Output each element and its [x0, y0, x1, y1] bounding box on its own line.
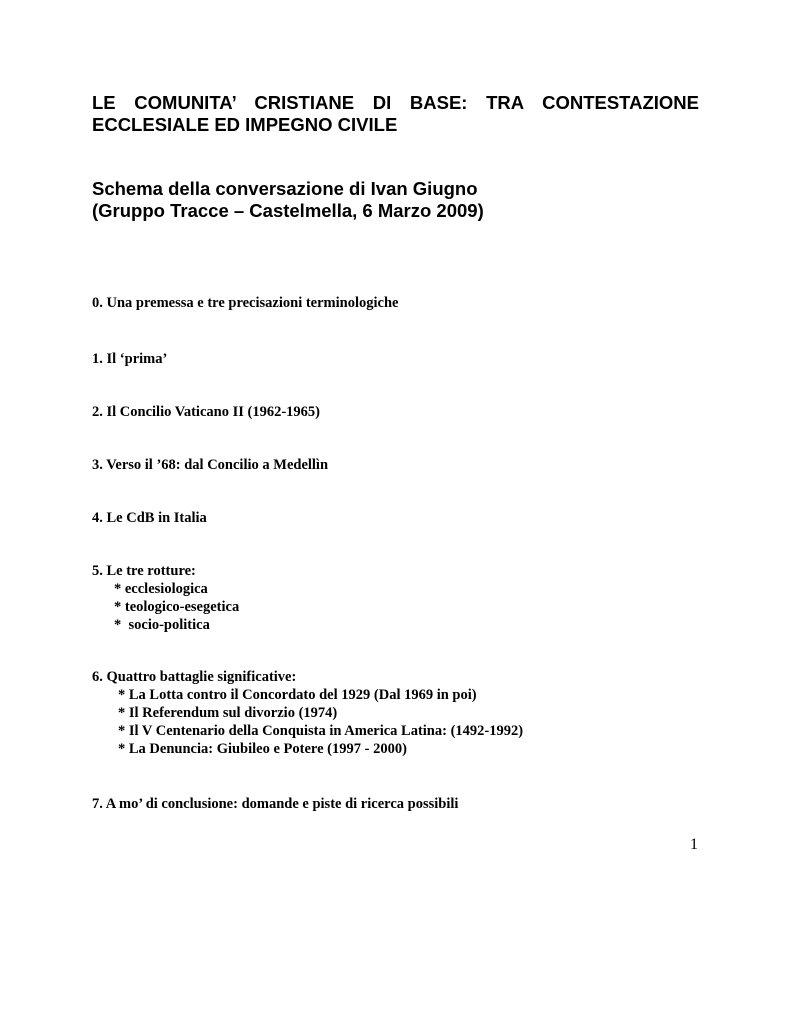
section-6-item: * Il Referendum sul divorzio (1974): [118, 705, 338, 721]
subtitle-line-1: Schema della conversazione di Ivan Giugno: [92, 178, 478, 199]
title-line-2: ECCLESIALE ED IMPEGNO CIVILE: [92, 114, 398, 135]
section-6-heading: 6. Quattro battaglie significative:: [92, 669, 297, 685]
document-title: [92, 92, 699, 136]
section-5-item: * teologico-esegetica: [114, 599, 240, 615]
section-6: [92, 668, 523, 758]
section-5-heading: 5. Le tre rotture:: [92, 563, 196, 579]
document-subtitle: [92, 178, 712, 222]
section-6-item: * La Denuncia: Giubileo e Potere (1997 - 2000): [118, 741, 407, 757]
title-line-1: LE COMUNITA’ CRISTIANE DI BASE: TRA CONTESTAZIONE: [92, 92, 699, 113]
section-1: 1. Il ‘prima’: [92, 351, 168, 367]
section-2: 2. Il Concilio Vaticano II (1962-1965): [92, 404, 320, 420]
section-5-item: * ecclesiologica: [114, 581, 208, 597]
page-number: 1: [690, 836, 698, 853]
section-3: 3. Verso il ’68: dal Concilio a Medellìn: [92, 457, 329, 473]
section-0: 0. Una premessa e tre precisazioni terminologiche: [92, 295, 399, 311]
section-7: 7. A mo’ di conclusione: domande e piste di ricerca possibili: [92, 796, 459, 812]
section-4: 4. Le CdB in Italia: [92, 510, 207, 526]
subtitle-line-2: (Gruppo Tracce – Castelmella, 6 Marzo 2009): [92, 200, 484, 221]
section-6-item: * La Lotta contro il Concordato del 1929 (Dal 1969 in poi): [118, 687, 477, 703]
section-5-item: * socio-politica: [114, 617, 210, 633]
section-6-item: * Il V Centenario della Conquista in America Latina: (1492-1992): [118, 723, 524, 739]
section-5: [92, 562, 239, 634]
